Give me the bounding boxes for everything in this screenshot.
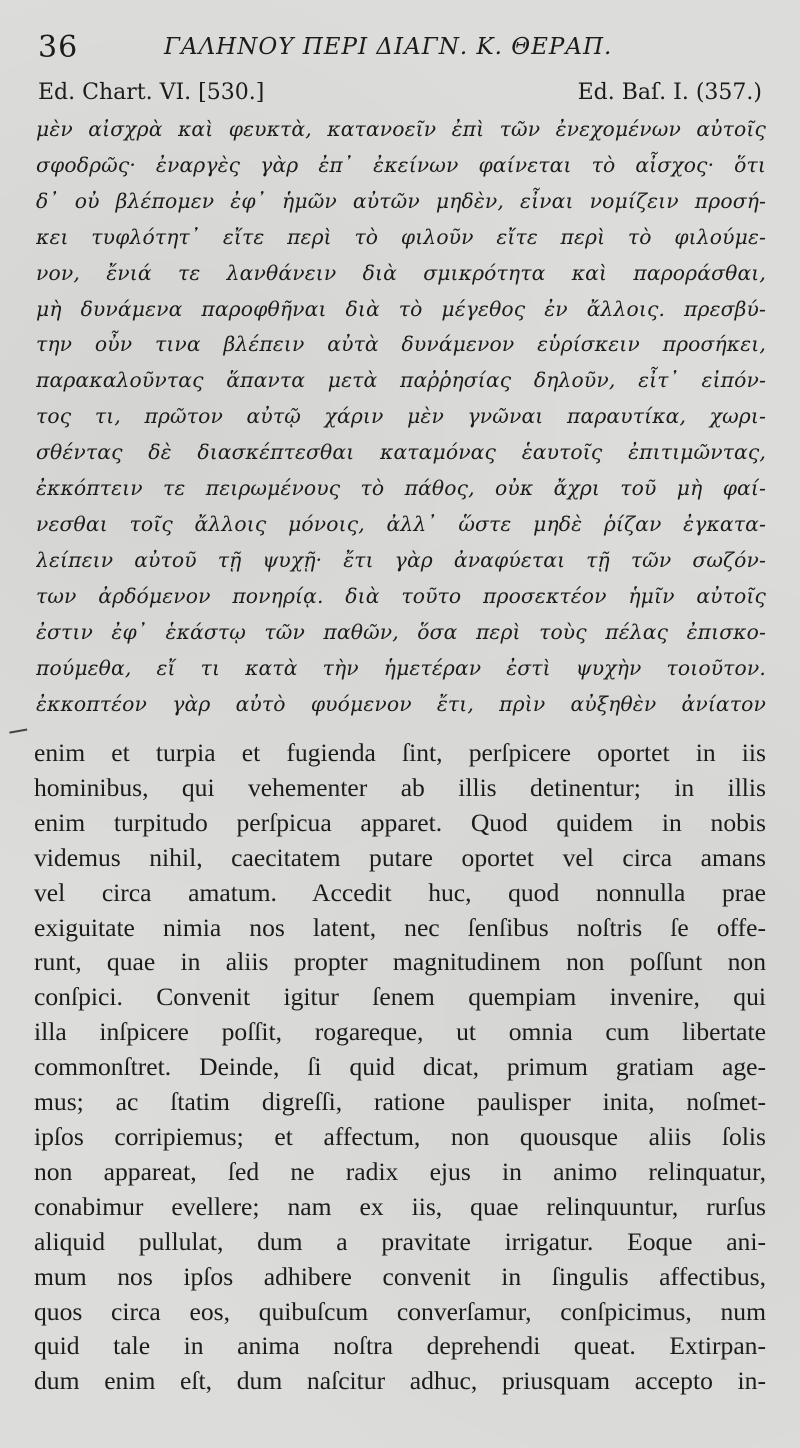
greek-text-line: ἐστιν ἐφ᾽ ἑκάστῳ τῶν παθῶν, ὅσα περὶ τοὺς πέλας ἐπισκο- [36,619,766,644]
greek-text-line: δ᾽ οὐ βλέπομεν ἐφ᾽ ἡμῶν αὐτῶν μηδὲν, εἶναι νομίζειν προσή- [36,188,766,213]
page-number: 36 [38,30,79,65]
latin-text-block [34,736,766,1399]
latin-text-line: non appareat, ſed ne radix ejus in animo relinquatur, [34,1156,766,1186]
greek-text-line: παρακαλοῦντας ἅπαντα μετὰ παῤῥησίας δηλοῦν, εἶτ᾽ εἰπόν- [36,368,766,393]
latin-text-line: conſpici. Convenit igitur ſenem quempiam invenire, qui [34,982,766,1012]
latin-text-line: dum enim eſt, dum naſcitur adhuc, priusquam accepto in- [34,1366,766,1396]
edition-reference-basel: Ed. Baſ. I. (357.) [577,80,762,105]
greek-text-line: πούμεθα, εἴ τι κατὰ τὴν ἡμετέραν ἐστὶ ψυχὴν τοιοῦτον. [36,655,766,680]
greek-text-line: μὴ δυνάμενα παροφθῆναι διὰ τὸ μέγεθος ἐν ἄλλοις. πρεσβύ- [36,296,766,321]
latin-text-line: exiguitate nimia nos latent, nec ſenſibus noſtris ſe offe- [34,912,766,942]
page-header [38,28,762,68]
latin-text-line: mum nos ipſos adhibere convenit in ſingulis affectibus, [34,1261,766,1291]
edition-reference-chart: Ed. Chart. VI. [530.] [38,80,265,105]
greek-text-line: νεσθαι τοῖς ἄλλοις μόνοις, ἀλλ᾽ ὥστε μηδὲ ῥίζαν ἐγκατα- [36,511,766,536]
greek-text-line: την οὖν τινα βλέπειν αὐτὰ δυνάμενον εὑρίσκειν προσήκει, [36,332,766,357]
latin-text-line: vel circa amatum. Accedit huc, quod nonnulla prae [34,877,766,907]
latin-text-line: mus; ac ſtatim digreſſi, ratione paulisper inita, noſmet- [34,1087,766,1117]
latin-text-line: ipſos corripiemus; et affectum, non quousque aliis ſolis [34,1121,766,1151]
latin-text-line: commonſtret. Deinde, ſi quid dicat, primum gratiam age- [34,1052,766,1082]
latin-text-line: aliquid pullulat, dum a pravitate irrigatur. Eoque ani- [34,1226,766,1256]
greek-text-line: ἐκκοπτέον γὰρ αὐτὸ φυόμενον ἔτι, πρὶν αὐξηθὲν ἀνίατον [36,691,766,716]
latin-text-line: runt, quae in aliis propter magnitudinem non poſſunt non [34,947,766,977]
greek-text-line: νον, ἔνιά τε λανθάνειν διὰ σμικρότητα καὶ παροράσθαι, [36,260,766,285]
latin-text-line: quos circa eos, quibuſcum converſamur, conſpicimus, num [34,1296,766,1326]
greek-text-line: των ἀρδόμενον πονηρίᾳ. διὰ τοῦτο προσεκτέον ἡμῖν αὐτοῖς [36,583,766,608]
running-head: ΓΑΛΗΝΟΥ ΠΕΡΙ ΔΙΑΓΝ. Κ. ΘΕΡΑΠ. [164,34,613,60]
latin-text-line: illa inſpicere poſſit, rogareque, ut omnia cum libertate [34,1017,766,1047]
latin-text-line: quid tale in anima noſtra deprehendi queat. Extirpan- [34,1331,766,1361]
latin-text-line: hominibus, qui vehementer ab illis detinentur; in illis [34,772,766,802]
edition-references [38,80,762,110]
latin-text-line: conabimur evellere; nam ex iis, quae relinquuntur, rurſus [34,1191,766,1221]
greek-text-line: σφοδρῶς· ἐναργὲς γὰρ ἐπ᾽ ἐκείνων φαίνεται τὸ αἶσχος· ὅτι [36,152,766,177]
latin-text-line: enim turpitudo perſpicua apparet. Quod quidem in nobis [34,807,766,837]
greek-text-line: τος τι, πρῶτον αὐτῷ χάριν μὲν γνῶναι παραυτίκα, χωρι- [36,404,766,429]
print-mark [9,729,28,742]
latin-text-line: videmus nihil, caecitatem putare oportet vel circa amans [34,842,766,872]
greek-text-line: σθέντας δὲ διασκέπτεσθαι καταμόνας ἑαυτοῖς ἐπιτιμῶντας, [36,440,766,465]
greek-text-line: κει τυφλότητ᾽ εἴτε περὶ τὸ φιλοῦν εἴτε περὶ τὸ φιλούμε- [36,224,766,249]
greek-text-block [36,112,766,722]
latin-text-line: enim et turpia et fugienda ſint, perſpicere oportet in iis [34,738,766,767]
greek-text-line: ἐκκόπτειν τε πειρωμένους τὸ πάθος, οὐκ ἄχρι τοῦ μὴ φαί- [36,476,766,501]
greek-text-line: μὲν αἰσχρὰ καὶ φευκτὰ, κατανοεῖν ἐπὶ τῶν ἐνεχομένων αὐτοῖς [36,117,766,141]
greek-text-line: λείπειν αὐτοῦ τῇ ψυχῇ· ἔτι γὰρ ἀναφύεται τῇ τῶν σωζόν- [36,547,766,572]
